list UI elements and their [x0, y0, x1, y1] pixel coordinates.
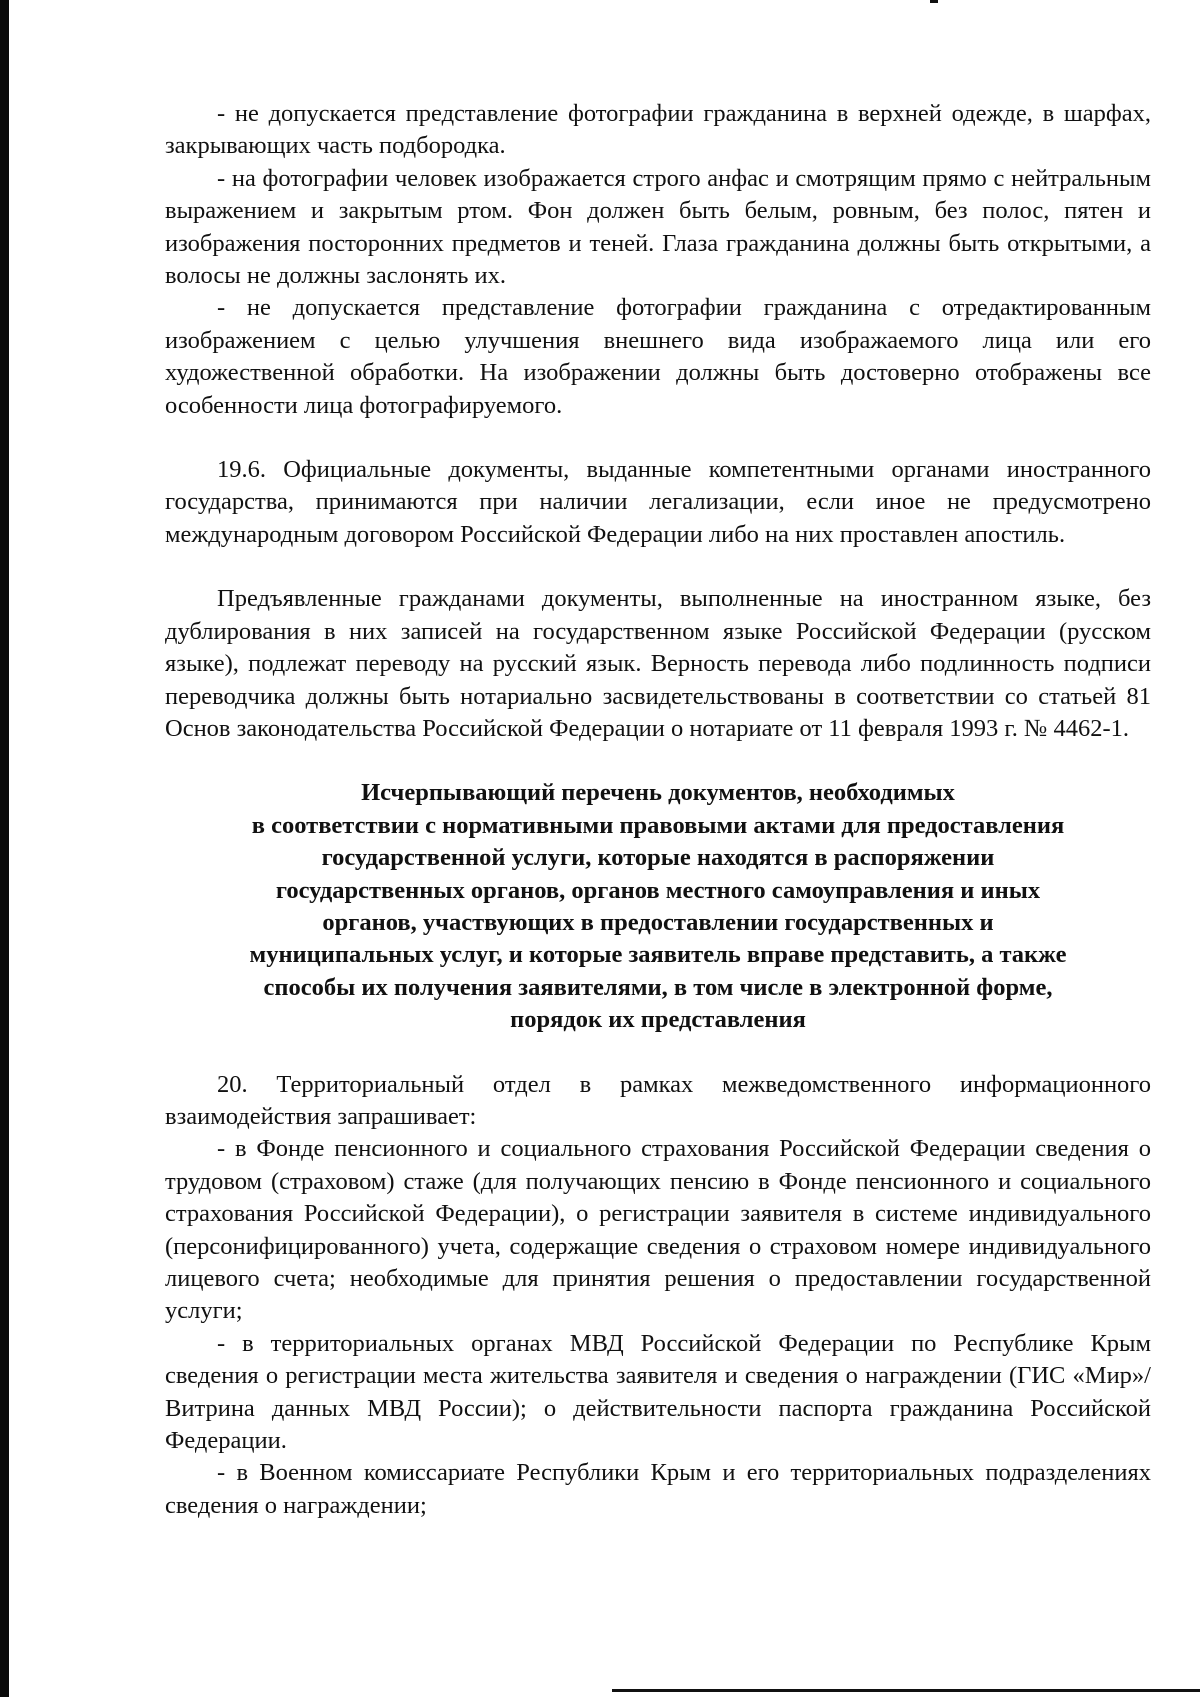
- scan-edge-left: [0, 0, 9, 1697]
- paragraph-translation: Предъявленные гражданами документы, выполненные на иностранном языке, без дублирования в них записей на государственном языке Российской Федерации (русском языке), подлежат переводу на русский язык. Верность перевода либо подлинность подписи переводчика должны быть нотариально засвидетельствованы в соответствии со статьей 81 Основ законодательства Российской Федерации о нотариате от 11 февраля 1993 г. № 4462-1.: [165, 585, 1151, 742]
- heading-line: государственной услуги, которые находятся в распоряжении: [321, 844, 995, 872]
- heading-line: государственных органов, органов местного самоуправления и иных: [275, 876, 1041, 904]
- heading-line: органов, участвующих в предоставлении государственных и: [322, 908, 994, 936]
- heading-line: Исчерпывающий перечень документов, необходимых: [361, 779, 955, 807]
- paragraph-frontal-photo: - на фотографии человек изображается строго анфас и смотрящим прямо с нейтральным выражением и закрытым ртом. Фон должен быть белым, ровным, без полос, пятен и изображения посторонних предметов и теней. Глаза гражданина должны быть открытыми, а волосы не должны заслонять их.: [165, 164, 1151, 290]
- paragraph-military-commissariat: - в Военном комиссариате Республики Крым и его территориальных подразделениях сведения о награждении;: [165, 1459, 1151, 1519]
- paragraph-20: 20. Территориальный отдел в рамках межведомственного информационного взаимодействия запрашивает:: [165, 1070, 1151, 1130]
- scan-mark-top: [930, 0, 938, 3]
- heading-line: способы их получения заявителями, в том числе в электронной форме,: [263, 973, 1053, 1001]
- paragraph-no-edited-photo: - не допускается представление фотографии гражданина с отредактированным изображением с целью улучшения внешнего вида изображаемого лица или его художественной обработки. На изображении должны быть достоверно отображены все особенности лица фотографируемого.: [165, 294, 1151, 419]
- scan-line-bottom: [612, 1689, 1200, 1692]
- document-page: [165, 98, 1151, 1522]
- heading-line: в соответствии с нормативными правовыми актами для предоставления: [251, 811, 1065, 839]
- section-heading: [165, 777, 1151, 1036]
- paragraph-no-outerwear: - не допускается представление фотографии гражданина в верхней одежде, в шарфах, закрывающих часть подбородка.: [165, 100, 1151, 160]
- paragraph-mvd: - в территориальных органах МВД Российской Федерации по Республике Крым сведения о регистрации места жительства заявителя и сведения о награждении (ГИС «Мир»/Витрина данных МВД России); о действительности паспорта гражданина Российской Федерации.: [165, 1329, 1151, 1455]
- paragraph-19-6: 19.6. Официальные документы, выданные компетентными органами иностранного государства, принимаются при наличии легализации, если иное не предусмотрено международным договором Российской Федерации либо на них проставлен апостиль.: [165, 456, 1151, 548]
- heading-line: муниципальных услуг, и которые заявитель вправе представить, а также: [249, 941, 1067, 969]
- heading-line: порядок их представления: [510, 1006, 806, 1034]
- paragraph-pension-fund: - в Фонде пенсионного и социального страхования Российской Федерации сведения о трудовом (страховом) стаже (для получающих пенсию в Фонде пенсионного и социального страхования Российской Федерации), о регистрации заявителя в системе индивидуального (персонифицированного) учета, содержащие сведения о страховом номере индивидуального лицевого счета; необходимые для принятия решения о предоставлении государственной услуги;: [165, 1135, 1151, 1325]
